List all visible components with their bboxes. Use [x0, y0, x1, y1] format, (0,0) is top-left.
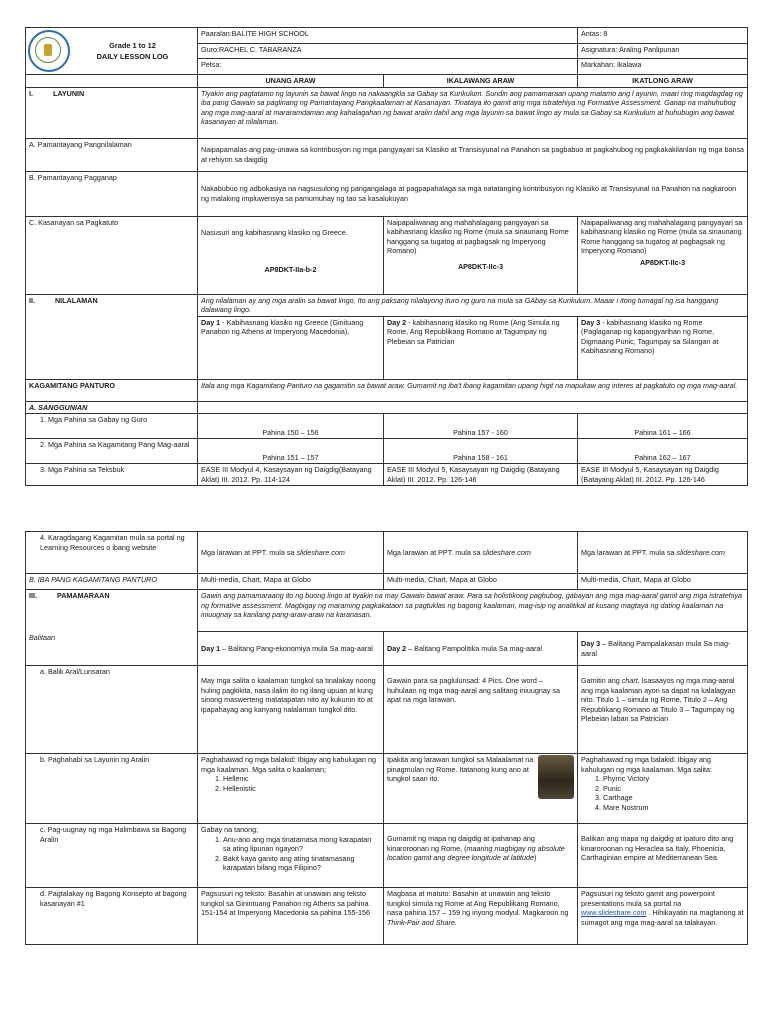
balik-aral-day3-chart: chart [621, 676, 638, 685]
sanggunian-row3-day3: EASE III Modyul 5, Kasaysayan ng Daigdig (Batayang Aklat) III. 2012. Pp. 126-146 [578, 464, 748, 486]
list-item: 1. Hellenic [223, 774, 380, 784]
balitaan-day1-text: – Balitang Pang-ekonomiya mula Sa mag-aaral [220, 643, 373, 653]
pag-uugnay-day3: Balikan ang mapa ng daigdig at ipaturo dito ang kinaroroonan ng Heraclea sa Italy, Phoenicia, Carthaginian empire at Mediterranean Sea. [578, 824, 748, 888]
empty-day-header-label [26, 75, 198, 88]
kagamitan-label: KAGAMITANG PANTURO [26, 379, 198, 401]
sanggunian-row2-day3: Pahina 162 – 167 [578, 439, 748, 464]
layunin-text: Tiyakin ang pagtatamo ng layunin sa bawat lingo na nakaangkla sa Gabay sa Kurikulum. Sundin ang pamamaraan upang matamo ang l ayunin, maari ring magdagdag ng iba pang Gawain sa paglinang ng Pamantayang Pangkaalaman at Kasanayan. Tinataya ito gamit ang mga istratehiya ng Formative Assessment. Ganap na mahuhubog ang mga mag-aaral at mararamdaman ang kahalagahan ng bawat aralin dahil ang mga layunin sa bawat lingo ay mula sa Gabay sa Kurikulum at huhubugin ang bawat kasanayan at nilalaman. [198, 87, 748, 138]
pamamaraan-label: III. PAMAMARAAN [29, 591, 110, 600]
kasanayan-label: C. Kasanayan sa Pagkatuto [26, 216, 198, 294]
pag-uugnay-day1 [198, 824, 384, 888]
day2-header: IKALAWANG ARAW [384, 75, 578, 88]
nilalaman-label: II. NILALAMAN [26, 294, 198, 379]
paghahabi-day2-text: Ipakita ang larawan tungkol sa Malaalamat na pinagmulan ng Rome. Itatanong kung ano at tungkol saan ito. [387, 755, 534, 783]
balitaan-day2-label: Day 2 [387, 643, 407, 653]
balik-aral-day3-a: Gamitin ang [581, 676, 622, 685]
day3-header: IKATLONG ARAW [578, 75, 748, 88]
karagdagan-day1 [198, 532, 384, 574]
pag-uugnay-day1-intro: Gabay na tanong; [201, 825, 259, 834]
school-field: Paaralan:BALITE HIGH SCHOOL [198, 28, 578, 44]
pamantayang-pangnilalaman-label: A. Pamantayang Pangnilalaman [26, 138, 198, 171]
pag-uugnay-day2-b: ) [534, 853, 537, 862]
pagtalakay-day3 [578, 888, 748, 945]
lesson-log-page-2 [25, 531, 747, 945]
lesson-log-table-1 [25, 27, 748, 486]
balitaan-day2-text: – Balitang Pampolitika mula Sa mag-aaral [406, 643, 543, 653]
karagdagan-day1-site: slideshare.com [296, 547, 345, 557]
paghahabi-day3 [578, 754, 748, 824]
sanggunian-row1-day3: Pahina 161 – 166 [578, 414, 748, 439]
sanggunian-row3-day2: EASE III Modyul 5, Kasaysayan ng Daigdig (Batayang Aklat) III. 2012. Pp. 126-146 [384, 464, 578, 486]
karagdagan-label: 4. Karagdagang Kagamitan mula sa portal ng Learning Resources o ibang website [26, 532, 198, 574]
sanggunian-row1-day2: Pahina 157 - 160 [384, 414, 578, 439]
paghahabi-day3-intro: Paghahawad ng mga balakid: Ibigay ang kahulugan ng mga kaalaman. Mga salita: [581, 755, 713, 774]
kasanayan-day3-code: AP8DKT-IIc-3 [639, 257, 686, 267]
sanggunian-row2-day1: Pahina 151 – 157 [198, 439, 384, 464]
list-item: 2. Bakit kaya ganito ang ating tinatamasang karapatan bilang mga Filipino? [223, 854, 380, 873]
deped-seal-icon [28, 30, 70, 72]
balik-aral-day3-b: , Isasaayos ng mga mag-aaral ang mga kaalaman ayon sa dapat na kalalagyan nito. Titulo 1 – simula ng Rome, Titulo 2 – Ang Republikang Romano at Titulo 3 – Tagumpay ng Plebeian laban sa Patrician [581, 676, 736, 723]
karagdagan-day1-prefix: Mga larawan at PPT. mula sa [201, 547, 297, 557]
nilalaman-day3-text: - kabihasnang klasiko ng Rome (Paglaganap ng kapangyarihan ng Rome, Digmaang Punic, Tagumpay sa Silangan at Kabihasnang Romano) [581, 317, 719, 355]
nilalaman-day1 [198, 316, 384, 379]
balitaan-day2 [384, 632, 578, 666]
sanggunian-empty [198, 401, 748, 414]
balitaan-day3 [578, 632, 748, 666]
karagdagan-day3-site: slideshare.com [676, 547, 725, 557]
balitaan-label: Balitaan [29, 632, 55, 642]
list-item: 4. Mare Nostrum [603, 803, 744, 813]
karagdagan-day3-prefix: Mga larawan at PPT. mula sa [581, 547, 677, 557]
iba-pang-day2: Multi-media, Chart, Mapa at Globo [384, 574, 578, 590]
pagtalakay-day2-a: Magbasa at matuto: Basahin at unawain ang teksto tungkol simula ng Rome at Ang Republikang Romano, nasa pahina 157 – 159 ng inyong modyul. Magkaroon ng [387, 889, 569, 917]
list-item: 1. Phyrric Victory [603, 774, 744, 784]
kasanayan-day1-code: AP8DKT-IIa-b-2 [264, 265, 317, 274]
balitaan-day1-label: Day 1 [201, 643, 221, 653]
balik-aral-day2: Gawain para sa paglulunsad: 4 Pics. One word – huhulaan ng mga mag-aaral ang salitang iniuugnay sa apat na mga larawan. [384, 666, 578, 754]
iba-pang-day1: Multi-media, Chart, Mapa at Globo [198, 574, 384, 590]
karagdagan-day2-prefix: Mga larawan at PPT. mula sa [387, 547, 483, 557]
kasanayan-day3 [578, 216, 748, 294]
balitaan-day3-text: – Balitang Pampalakasan mula Sa mag-aaral [581, 639, 731, 658]
list-item: 1. Anu-ano ang mga tinatamasa mong karapatan sa ating lipunan ngayon? [223, 835, 380, 854]
header-logo-cell [26, 28, 198, 75]
pag-uugnay-day2-a: Gumamit ng mapa ng daigdig at ipahanap ang kinaroroonan ng Rome, ( [387, 834, 535, 853]
paghahabi-label: b. Paghahabi sa Layunin ng Aralin [26, 754, 198, 824]
lesson-log-page-1 [25, 27, 747, 486]
karagdagan-day2-site: slideshare.com [482, 547, 531, 557]
kasanayan-day2-text: Naipapaliwanag ang mahahalagang pangyayari sa kabihasnang klasiko ng Rome (mula sa sinaunang Rome hanggang sa tugatog at pagbagsak ng Imperyong Romano) [387, 217, 569, 255]
sanggunian-label: A. SANGGUNIAN [26, 401, 198, 414]
pagtalakay-day2 [384, 888, 578, 945]
nilalaman-day2 [384, 316, 578, 379]
paghahabi-day1-intro: Paghahawad ng mga balakid: Ibigay ang kahulugan ng mga kaalaman. Mga salita o kaalaman; [201, 755, 377, 774]
pag-uugnay-day2 [384, 824, 578, 888]
nilalaman-day3 [578, 316, 748, 379]
sanggunian-row1-label: 1. Mga Pahina sa Gabay ng Guro [26, 414, 198, 439]
nilalaman-day2-label: Day 2 [387, 317, 407, 327]
lesson-log-table-2 [25, 531, 748, 945]
kasanayan-day1-text: Nasusuri ang kabihasnang klasiko ng Greece. [201, 227, 348, 237]
balitaan-day1 [198, 632, 384, 666]
pag-uugnay-day1-list [201, 835, 380, 873]
kagamitan-text: Itala ang mga Kagamitang Panturo na gagamitin sa bawat araw. Gumamit ng iba't ibang kagamitan upang higit na mapukaw ang interes at pagkatuto ng mga mag-aaral. [198, 379, 748, 401]
balik-aral-day3 [578, 666, 748, 754]
nilalaman-day1-text: - Kabihasnang klasiko ng Greece (Ginituang Panahon ng Athens at Imperyong Macedonia), [201, 317, 364, 336]
iba-pang-label: B. IBA PANG KAGAMITANG PANTURO [26, 574, 198, 590]
nilalaman-day2-text: - kabihasnang klasiko ng Rome (Ang Simula ng Rome, Ang Republikang Romano at Tagumpay ng Plebeian sa Patrician [387, 317, 560, 346]
pagtalakay-day3-b: . Hihikayatin na magtanong at sumagot ang mga mag-aaral sa talakayan. [581, 908, 744, 927]
karagdagan-day2 [384, 532, 578, 574]
sanggunian-row2-label: 2. Mga Pahina sa Kagamitang Pang Mag-aaral [26, 439, 198, 464]
she-wolf-statue-image [538, 755, 574, 799]
pagtalakay-day2-it: Think-Pair and Share. [387, 917, 457, 927]
paghahabi-day3-list [581, 774, 744, 812]
balik-aral-day1: May mga salita o kaalaman tungkol sa tinalakay noong huling pagkikita, nasa ilalim ito ng ilang upuan at kung sinong maswerteng matatapatan nito ay kukunin ito at ipapahayag ang kanyang nalalaman tungkol dito. [198, 666, 384, 754]
iba-pang-day3: Multi-media, Chart, Mapa at Globo [578, 574, 748, 590]
list-item: 3. Carthage [603, 793, 744, 803]
pamamaraan-text: Gawin ang pamamaraang ito ng buong lingo at tiyakin na may Gawain bawat araw. Para sa holistikong paghubog, gabayan ang mga mag-aaral gamit ang mga istratehiya ng formative assessment. Magbigay ng maraming pagkakataon sa pagtuklas ng bagong kaalaman, mag-isip ng analitikal at kusang magtaya ng dating kaalaman na iniuugnay sa kanilang pang-araw-araw na karanasan. [198, 590, 748, 632]
nilalaman-day3-label: Day 3 [581, 317, 601, 327]
paghahabi-day1 [198, 754, 384, 824]
pagtalakay-day1: Pagsusuri ng teksto: Basahin at unawain ang teksto tungkol sa Ginintuang Panahon ng Athens sa pahina 151-154 at Imperyong Macedonia sa pahina 155-156 [198, 888, 384, 945]
slideshare-link[interactable]: www.slideshare.com [581, 908, 647, 917]
pamantayang-pagganap-label: B. Pamantayang Pagganap [26, 171, 198, 216]
nilalaman-text: Ang nilalaman ay ang mga aralin sa bawat lingo. Ito ang paksang nilalayong ituro ng guro na mula sa GAbay sa Kurikulum. Maaar i itong tumagal ng isa hanggang dalawang lingo. [198, 294, 748, 316]
sanggunian-row3-label: 3. Mga Pahina sa Teksbuk [26, 464, 198, 486]
paghahabi-day1-list [201, 774, 380, 793]
balik-aral-label: a. Balik Aral/Lunsaran [26, 666, 198, 754]
kasanayan-day1 [198, 216, 384, 294]
list-item: 2. Punic [603, 784, 744, 794]
log-title-line2: DAILY LESSON LOG [96, 52, 169, 61]
balitaan-day3-label: Day 3 [581, 639, 601, 648]
pag-uugnay-day2-it: maaring magbigay ng absolute location gamit ang degree longitude at latitude [387, 843, 565, 862]
layunin-label: I. LAYUNIN [26, 87, 198, 138]
pag-uugnay-label: c. Pag-uugnay ng mga Halimbawa sa Bagong Aralin [26, 824, 198, 888]
sanggunian-row2-day2: Pahina 158 - 161 [384, 439, 578, 464]
kasanayan-day3-text: Naipapaliwanag ang mahahalagang pangyayari sa kabihasnang klasiko ng Rome (mula sa sinaunang Rome hanggang sa tugatog at pagbagsak ng Imperyong Romano) [581, 217, 743, 255]
kasanayan-day2 [384, 216, 578, 294]
sanggunian-row3-day1: EASE III Modyul 4, Kasaysayan ng Daigdig(Batayang Aklat) III. 2012. Pp. 114-124 [198, 464, 384, 486]
kasanayan-day2-code: AP8DKT-IIc-3 [457, 261, 504, 271]
day1-header: UNANG ARAW [198, 75, 384, 88]
paghahabi-day2 [384, 754, 578, 824]
karagdagan-day3 [578, 532, 748, 574]
sanggunian-row1-day1: Pahina 150 – 156 [198, 414, 384, 439]
pagtalakay-day3-a: Pagsusuri ng teksto gamit ang powerpoint presentations mula sa portal na [581, 889, 715, 908]
pagtalakay-label: d. Pagtalakay ng Bagong Konsepto at bagong kasanayan #1 [26, 888, 198, 945]
date-field: Petsa: [198, 59, 578, 75]
log-title-line1: Grade 1 to 12 [109, 40, 156, 50]
list-item: 2. Hellenistic [223, 784, 380, 794]
nilalaman-day1-label: Day 1 [201, 317, 221, 327]
teacher-field: Guro:RACHEL C. TABARANZA [198, 43, 578, 59]
pamantayang-pagganap-text: Nakabubuo ng adbokasiya na nagsusulong ng pangangalaga at pagpapahalaga sa mga natatanging kontribusyon ng Klasiko at Transisyunal na Panahon na nagkaroon ng malaking impluwensya sa pamumuhay ng tao sa kasalukuyan [198, 171, 748, 216]
grade-level-field: Antas: 8 [578, 28, 748, 44]
pamamaraan-label-cell [26, 590, 198, 666]
pamantayang-pangnilalaman-text: Naipapamalas ang pag-unawa sa kontribusyon ng mga pangyayari sa Klasiko at Transisyunal na Panahon sa pagbabuo at pagkahubog ng pagkakakilanlan ng mga bansa at rehiyon sa daigdig [198, 138, 748, 171]
subject-field: Asignatura: Araling Panlipunan [578, 43, 748, 59]
quarter-field: Markahan: Ikalawa [578, 59, 748, 75]
